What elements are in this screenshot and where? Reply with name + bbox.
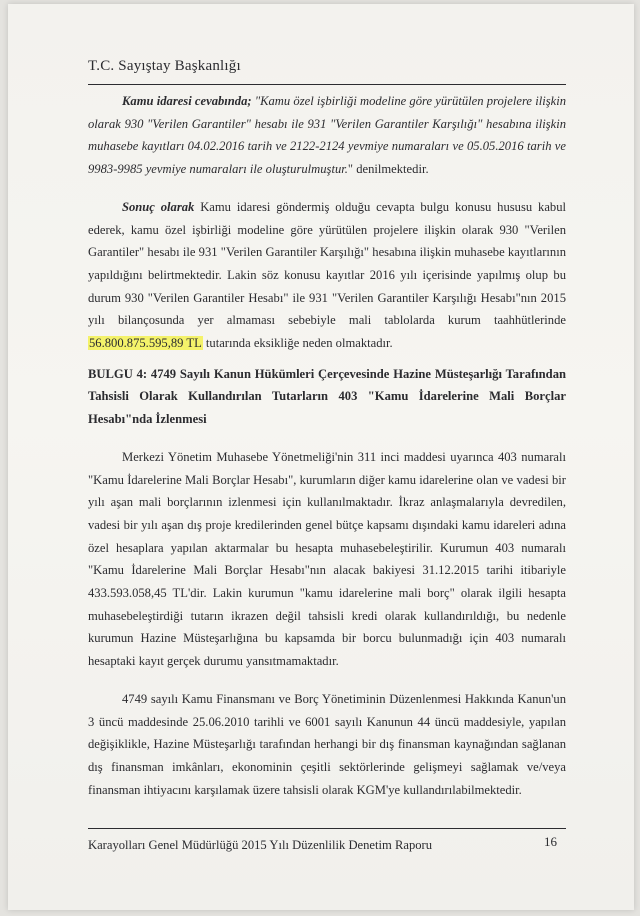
header-title: T.C. Sayıştay Başkanlığı <box>88 58 241 74</box>
paragraph-agency-response <box>88 90 566 181</box>
document-page <box>8 4 634 910</box>
finding-heading: BULGU 4: 4749 Sayılı Kanun Hükümleri Çerçevesinde Hazine Müsteşarlığı Tarafından Tahsisli Olarak Kullandırılan Tutarların 403 "Kamu İdarelerine Mali Borçlar Hesabı"nda İzlenmesi <box>88 366 566 427</box>
conclusion-lead: Sonuç olarak <box>122 199 195 214</box>
highlighted-amount: 56.800.875.595,89 TL <box>89 336 202 351</box>
conclusion-text: Kamu idaresi göndermiş olduğu cevapta bulgu konusu hususu kabul ederek, kamu özel işbirliği modeline göre yürütülen projelere ilişkin olarak 930 "Verilen Garantiler" hesabı ile 931 "Verilen Garantiler Karşılığı" hesabına ilişkin muhasebe kayıtlarının yapıldığını belirtmektedir. Lakin söz konusu kayıtlar 2016 yılı içerisinde yapılmış olup bu durum 930 "Verilen Garantiler Hesabı" ile 931 "Verilen Garantiler Karşılığı Hesabı"nın 2015 yılı bilançosunda yer almaması sebebiyle mali tablolarda kurum taahhütlerinde <box>88 199 566 328</box>
agency-response-quote: "Kamu özel işbirliği modeline göre yürütülen projelere ilişkin olarak 930 "Verilen Garantiler" hesabı ile 931 "Verilen Garantiler Karşılığı" hesabına ilişkin muhasebe kayıtları 04.02.2016 tarih ve 2122-2124 yevmiye numaraları ve 05.05.2016 tarih ve 9983-9985 yevmiye numaraları ile oluşturulmuştur. <box>88 94 566 177</box>
law-text: 4749 sayılı Kamu Finansmanı ve Borç Yönetiminin Düzenlenmesi Hakkında Kanun'un 3 üncü maddesinde 25.06.2010 tarihli ve 6001 sayılı Kanunun 44 üncü maddesiyle, yapılan değişiklikle, Hazine Müsteşarlığı tarafından herhangi bir dış finansman kaynağından sağlanan dış finansman imkânları, ekonominin çeşitli sektörlerinde gelişmeyi sağlamak ve/veya finansman ihtiyacını karşılamak üzere tahsisli olarak KGM'ye kullandırılabilmektedir. <box>88 691 566 797</box>
conclusion-end: tutarında eksikliğe neden olmaktadır. <box>202 336 393 351</box>
paragraph-conclusion <box>88 196 566 355</box>
paragraph-law <box>88 688 566 802</box>
paragraph-regulation <box>88 446 566 673</box>
footer-report-title: Karayolları Genel Müdürlüğü 2015 Yılı Düzenlilik Denetim Raporu <box>88 838 433 852</box>
footer-rule <box>88 828 566 829</box>
agency-response-lead: Kamu idaresi cevabında; <box>122 94 252 108</box>
agency-response-tail: " denilmektedir. <box>347 162 429 177</box>
page-number: 16 <box>544 834 557 849</box>
regulation-text: Merkezi Yönetim Muhasebe Yönetmeliği'nin 311 inci maddesi uyarınca 403 numaralı "Kamu İdarelerine Mali Borçlar Hesabı", kurumların diğer kamu idarelerine olan ve vadesi bir yılı aşan mali borçlarının izlenmesi için kullanılmaktadır. İkraz anlaşmalarıyla devredilen, vadesi bir yılı aşan dış proje kredilerinden genel bütçe kapsamı dışındaki kamu idareleri adına özel hesaplara yapılan aktarmalar bu hesapta muhasebeleştirilir. Kurumun 403 numaralı "Kamu İdarelerine Mali Borçlar Hesabı"nın alacak bakiyesi 31.12.2015 tarihi itibariyle 433.593.058,45 TL'dir. Lakin kurumun "kamu idarelerine mali borç" olarak ilgili hesapta muhasebeleştirdiği tutarın ikrazen değil tahsisli kredi olarak kullandırıldığı, bu nedenle kurumun Hazine Müsteşarlığına bu kapsamda bir borcu bulunmadığı için 403 numaralı hesaptaki kayıt gerçek durumu yansıtmamaktadır. <box>88 449 566 669</box>
header-rule <box>88 84 566 85</box>
document-body <box>88 90 566 801</box>
